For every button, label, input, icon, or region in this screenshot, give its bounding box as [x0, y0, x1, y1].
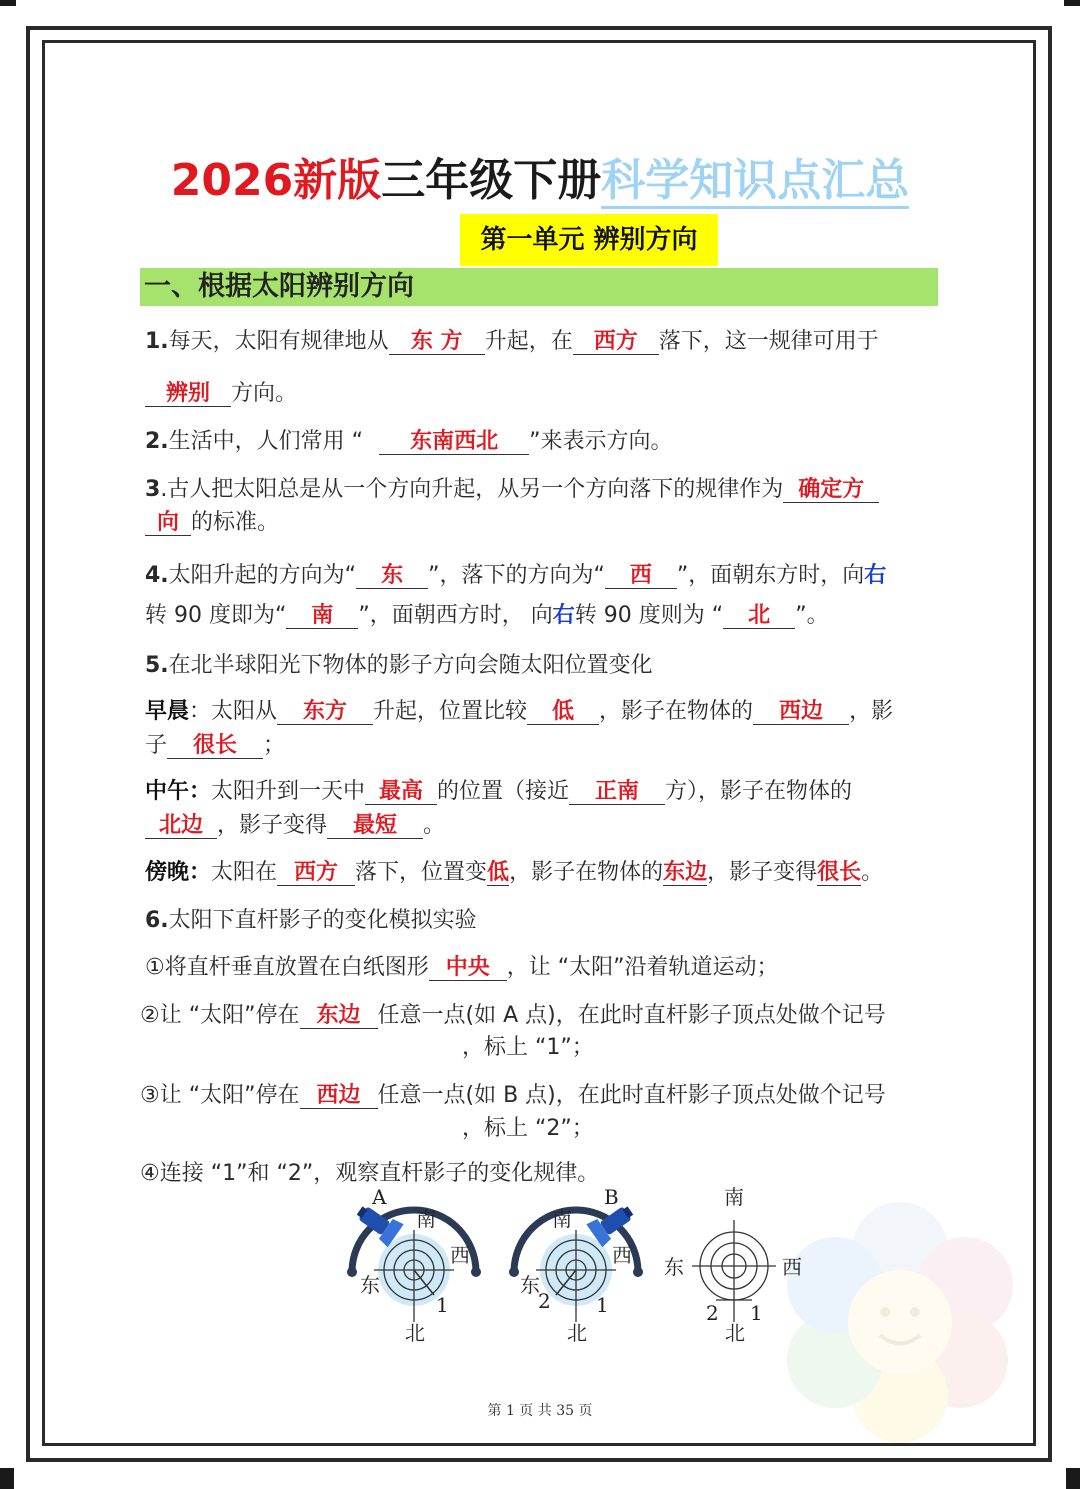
q2-number: 2. [145, 429, 169, 454]
q4-blank-3: 南 [286, 603, 358, 629]
q4-text-a: 太阳升起的方向为“ [168, 563, 357, 588]
fig2-south: 南 [552, 1207, 572, 1231]
morning-text-c: 升起，位置比较 [373, 699, 528, 724]
figure-2 [509, 1185, 643, 1345]
step4-text: ④连接 “1”和 “2”，观察直杆影子的变化规律。 [140, 1161, 600, 1186]
q4-right-2: 右 [552, 603, 575, 628]
title-subject: 科学知识点汇总 [601, 155, 909, 209]
morning-text-e: ，影 [849, 699, 894, 724]
q1-number: 1. [145, 329, 169, 354]
q4-line2 [145, 598, 829, 629]
q3-text-a: .古人把太阳总是从一个方向升起，从另一个方向落下的规律作为 [160, 477, 784, 502]
q3-text-c: 的标准。 [191, 510, 280, 535]
evening-text-e: ，影子变得 [707, 860, 818, 885]
fig3-south: 南 [724, 1185, 744, 1209]
q2-text-c: ”来表示方向。 [529, 429, 673, 454]
q4-right-1: 右 [864, 563, 887, 588]
morning-text-g: ； [263, 733, 286, 758]
page-title [0, 144, 1080, 208]
q5-text: 在北半球阳光下物体的影子方向会随太阳位置变化 [168, 653, 653, 678]
fig2-east: 东 [520, 1273, 540, 1297]
noon-label: 中午： [145, 779, 212, 804]
fig2-mark-1: 1 [596, 1293, 609, 1317]
fig3-east: 东 [664, 1255, 684, 1279]
corner-mark-tr [1064, 0, 1080, 6]
q1-text-e: 方向。 [231, 381, 298, 406]
q6-number: 6. [145, 908, 169, 933]
evening-text-a: 太阳在 [211, 860, 278, 885]
noon-line2 [145, 808, 445, 839]
unit-title: 第一单元 辨别方向 [460, 214, 718, 266]
fig2-west: 西 [612, 1243, 632, 1267]
morning-blank-2: 低 [527, 699, 599, 725]
noon-blank-1: 最高 [365, 779, 437, 805]
morning-text-f: 子 [145, 733, 168, 758]
morning-line2 [145, 728, 285, 759]
q1-text-d: 落下，这一规律可用于 [658, 329, 879, 354]
q2-line [145, 424, 672, 455]
evening-text-f: 。 [861, 860, 884, 885]
fig1-east: 东 [360, 1273, 380, 1297]
q3-line1 [145, 472, 879, 503]
step1-line [145, 950, 779, 981]
fig3-north: 北 [725, 1321, 745, 1345]
step2-text-c: 任意一点(如 A 点)，在此时直杆影子顶点处做个记号 [377, 1003, 886, 1028]
fig2-mark-2: 2 [538, 1289, 551, 1313]
noon-line1 [145, 774, 852, 805]
morning-text-d: ，影子在物体的 [599, 699, 754, 724]
noon-text-a: 太阳升到一天中 [211, 779, 366, 804]
q4-text-d: ”，面朝东方时，向 [676, 563, 865, 588]
q3-blank-2: 向 [145, 510, 191, 536]
noon-text-e: ，影子变得 [217, 813, 328, 838]
fig3-mark-2: 2 [706, 1301, 719, 1325]
q2-text-a: 生活中，人们常用 “ [168, 429, 364, 454]
fig2-sun-label: B [604, 1185, 619, 1209]
step2-line2 [462, 1030, 594, 1061]
morning-blank-3: 西边 [753, 699, 849, 725]
morning-line1 [145, 694, 893, 725]
step1-text-c: ，让 “太阳”沿着轨道运动； [506, 955, 779, 980]
evening-answer-1: 低 [487, 860, 510, 885]
q5-line [145, 648, 653, 679]
q3-blank-1: 确定方 [783, 477, 879, 503]
fig3-west: 西 [782, 1255, 802, 1279]
q4-text-i: 转 90 度则为 “ [574, 603, 724, 628]
evening-label: 傍晚： [145, 860, 212, 885]
fig1-north: 北 [405, 1321, 425, 1345]
evening-blank-1: 西方 [277, 860, 355, 886]
evening-text-c: 落下，位置变 [355, 860, 488, 885]
noon-blank-4: 最短 [327, 813, 423, 839]
q4-line1 [145, 558, 886, 589]
evening-answer-2: 东边 [663, 860, 708, 885]
step3-blank-1: 西边 [300, 1083, 378, 1109]
step3-text-d: ，标上 “2”； [462, 1116, 594, 1141]
q1-text-c: 升起，在 [484, 329, 573, 354]
title-grade: 三年级下册 [381, 155, 602, 206]
q4-blank-4: 北 [723, 603, 795, 629]
q1-blank-2: 西方 [573, 329, 659, 355]
step2-text-d: ，标上 “1”； [462, 1035, 594, 1060]
noon-text-f: 。 [423, 813, 446, 838]
step2-line1 [140, 998, 886, 1029]
q4-text-c: ”，落下的方向为“ [428, 563, 605, 588]
q6-text: 太阳下直杆影子的变化模拟实验 [168, 908, 477, 933]
corner-mark-br [1066, 1468, 1080, 1489]
fig1-mark: 1 [436, 1293, 449, 1317]
step2-blank-1: 东边 [300, 1003, 378, 1029]
fig1-sun-label: A [372, 1185, 387, 1209]
q5-number: 5. [145, 653, 169, 678]
shadow-experiment-diagram [330, 1180, 810, 1350]
corner-mark-bl [0, 1468, 14, 1489]
q2-blank-1: 东南西北 [379, 429, 529, 455]
morning-label: 早晨 [145, 699, 190, 724]
evening-text-d: ，影子在物体的 [509, 860, 664, 885]
q4-text-f: 转 90 度即为“ [145, 603, 287, 628]
evening-line [145, 855, 883, 886]
section-title: 一、根据太阳辨别方向 [140, 268, 938, 306]
fig3-mark-1: 1 [750, 1301, 763, 1325]
step1-text-a: ①将直杆垂直放置在白纸图形 [145, 955, 429, 980]
noon-blank-2: 正南 [569, 779, 665, 805]
morning-text-a: ：太阳从 [189, 699, 278, 724]
morning-blank-1: 东方 [277, 699, 373, 725]
q4-text-j: ”。 [795, 603, 829, 628]
q1-line1 [145, 324, 879, 355]
evening-answer-3: 很长 [817, 860, 862, 885]
morning-blank-4: 很长 [167, 733, 263, 759]
step3-line2 [462, 1111, 594, 1142]
q3-number: 3 [145, 477, 161, 502]
q4-blank-2: 西 [605, 563, 677, 589]
corner-mark-tl [0, 0, 16, 6]
q1-line2 [145, 376, 297, 407]
q4-number: 4. [145, 563, 169, 588]
q1-text-a: 每天，太阳有规律地从 [168, 329, 389, 354]
q4-text-g: ”，面朝西方时， 向 [358, 603, 553, 628]
fig2-north: 北 [567, 1321, 587, 1345]
step3-text-a: ③让 “太阳”停在 [140, 1083, 300, 1108]
title-year: 2026新版 [170, 155, 382, 206]
fig1-west: 西 [450, 1243, 470, 1267]
figure-1 [347, 1185, 481, 1345]
noon-blank-3: 北边 [145, 813, 217, 839]
q1-blank-3: 辨别 [145, 381, 231, 407]
page-number-footer: 第 1 页 共 35 页 [487, 1403, 593, 1419]
step3-line1 [140, 1078, 886, 1109]
q6-line [145, 903, 477, 934]
figure-3 [664, 1185, 802, 1345]
step1-blank-1: 中央 [429, 955, 507, 981]
fig1-south: 南 [416, 1207, 436, 1231]
step2-text-a: ②让 “太阳”停在 [140, 1003, 300, 1028]
step3-text-c: 任意一点(如 B 点)，在此时直杆影子顶点处做个记号 [377, 1083, 886, 1108]
q3-line2 [145, 505, 279, 536]
noon-text-c: 的位置（接近 [437, 779, 570, 804]
noon-text-d: 方），影子在物体的 [665, 779, 853, 804]
q4-blank-1: 东 [356, 563, 428, 589]
q1-blank-1: 东 方 [389, 329, 485, 355]
